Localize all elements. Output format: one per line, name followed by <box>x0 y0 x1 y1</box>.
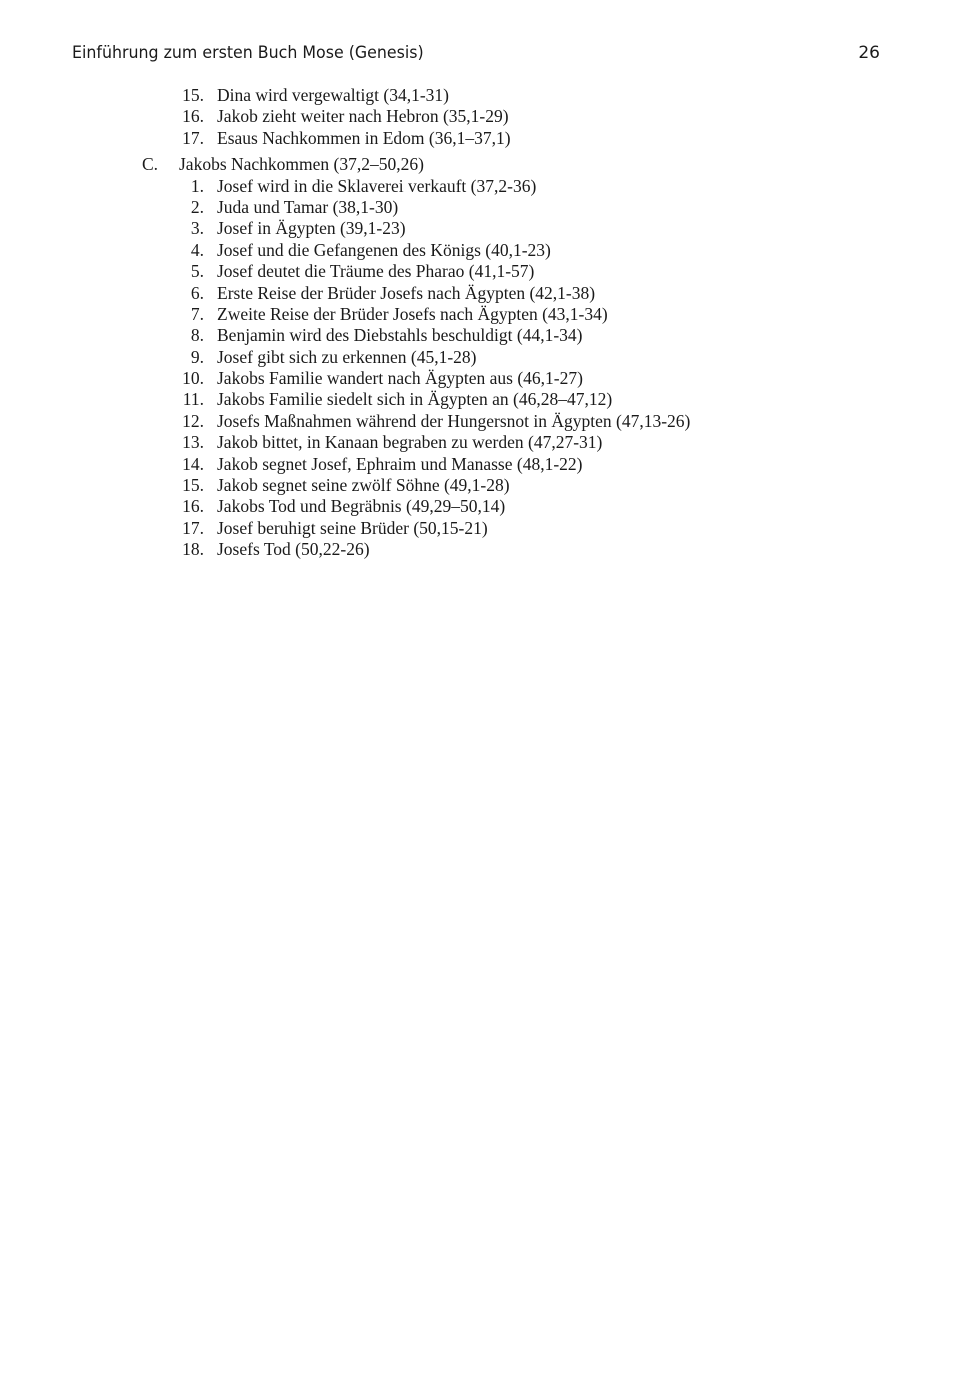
item-number: 7. <box>190 303 204 324</box>
list-item <box>0 518 963 539</box>
item-text: Josef in Ägypten (39,1-23) <box>217 218 406 239</box>
list-item <box>0 347 963 368</box>
item-number: 15. <box>182 85 204 105</box>
item-text: Zweite Reise der Brüder Josefs nach Ägypten (43,1-34) <box>217 303 608 324</box>
item-text: Josef gibt sich zu erkennen (45,1-28) <box>217 346 477 367</box>
list-item <box>0 218 963 239</box>
item-number: 14. <box>182 453 204 474</box>
section-label: C. <box>142 154 159 175</box>
item-number: 16. <box>182 106 204 127</box>
list-item <box>0 304 963 325</box>
continued-list <box>0 85 963 149</box>
item-number: 16. <box>182 496 204 517</box>
item-number: 5. <box>190 261 204 282</box>
list-item <box>0 85 963 106</box>
section-heading <box>0 154 963 175</box>
item-text: Erste Reise der Brüder Josefs nach Ägypten (42,1-38) <box>217 282 596 303</box>
item-number: 4. <box>190 239 204 260</box>
item-text: Jakobs Familie siedelt sich in Ägypten an (46,28–47,12) <box>217 389 613 410</box>
outline <box>0 85 963 561</box>
list-item <box>0 197 963 218</box>
list-item <box>0 454 963 475</box>
list-item <box>0 411 963 432</box>
item-text: Jakob segnet Josef, Ephraim und Manasse (48,1-22) <box>217 453 583 474</box>
item-text: Juda und Tamar (38,1-30) <box>217 196 399 217</box>
list-item <box>0 496 963 517</box>
item-number: 1. <box>190 175 204 196</box>
item-text: Josefs Tod (50,22-26) <box>217 539 370 560</box>
item-number: 17. <box>182 517 204 538</box>
item-text: Josef beruhigt seine Brüder (50,15-21) <box>217 517 488 538</box>
section-list <box>0 176 963 561</box>
item-text: Josef deutet die Träume des Pharao (41,1-57) <box>217 261 535 282</box>
item-number: 18. <box>182 539 204 560</box>
page-header <box>72 40 880 66</box>
item-number: 3. <box>190 218 204 239</box>
item-number: 2. <box>190 196 204 217</box>
list-item <box>0 176 963 197</box>
item-text: Josef und die Gefangenen des Königs (40,1-23) <box>217 239 551 260</box>
item-number: 13. <box>182 432 204 453</box>
running-title: Einführung zum ersten Buch Mose (Genesis) <box>72 43 424 63</box>
list-item <box>0 389 963 410</box>
list-item <box>0 432 963 453</box>
item-text: Jakob zieht weiter nach Hebron (35,1-29) <box>217 106 509 127</box>
list-item <box>0 261 963 282</box>
item-number: 6. <box>190 282 204 303</box>
section-title: Jakobs Nachkommen (37,2–50,26) <box>179 154 424 175</box>
list-item <box>0 325 963 346</box>
item-text: Josefs Maßnahmen während der Hungersnot in Ägypten (47,13-26) <box>217 410 691 431</box>
item-text: Jakob segnet seine zwölf Söhne (49,1-28) <box>217 475 510 496</box>
item-text: Jakobs Tod und Begräbnis (49,29–50,14) <box>217 496 506 517</box>
item-text: Esaus Nachkommen in Edom (36,1–37,1) <box>217 127 511 148</box>
item-number: 10. <box>182 368 204 389</box>
list-item <box>0 240 963 261</box>
item-text: Josef wird in die Sklaverei verkauft (37,2-36) <box>217 175 537 196</box>
item-text: Jakobs Familie wandert nach Ägypten aus (46,1-27) <box>217 368 583 389</box>
list-item <box>0 128 963 149</box>
item-text: Dina wird vergewaltigt (34,1-31) <box>217 85 449 105</box>
item-number: 17. <box>182 127 204 148</box>
list-item <box>0 539 963 560</box>
item-text: Jakob bittet, in Kanaan begraben zu werden (47,27-31) <box>217 432 603 453</box>
item-number: 11. <box>182 389 204 410</box>
list-item <box>0 283 963 304</box>
item-number: 12. <box>182 410 204 431</box>
item-number: 15. <box>182 475 204 496</box>
list-item <box>0 106 963 127</box>
list-item <box>0 475 963 496</box>
item-number: 9. <box>190 346 204 367</box>
item-text: Benjamin wird des Diebstahls beschuldigt (44,1-34) <box>217 325 583 346</box>
item-number: 8. <box>190 325 204 346</box>
list-item <box>0 368 963 389</box>
page-number: 26 <box>858 43 880 63</box>
